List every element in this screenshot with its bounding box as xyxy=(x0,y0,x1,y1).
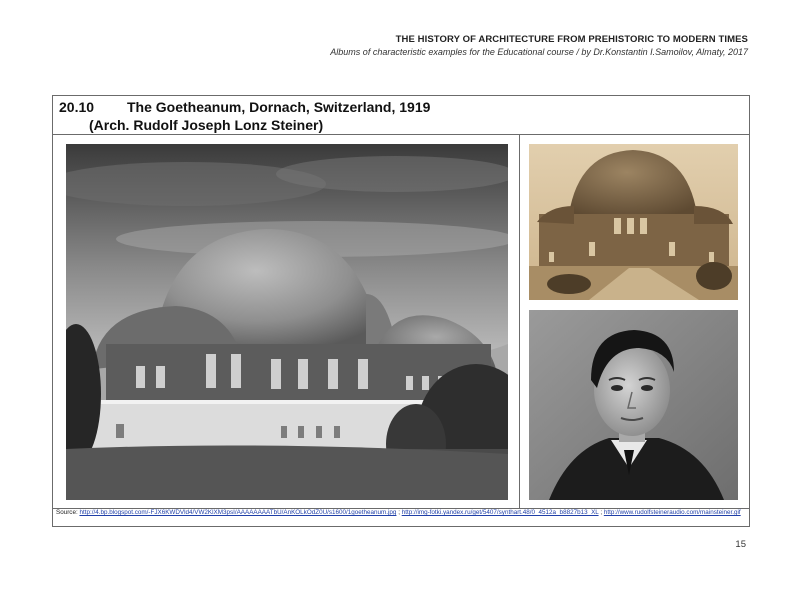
page-number: 15 xyxy=(735,539,746,550)
slide-frame xyxy=(52,95,750,527)
title-divider xyxy=(53,134,749,135)
source-link-2[interactable]: http://img-fotki.yandex.ru/get/5407/synthart.48/0_4512a_b8827b13_XL xyxy=(401,509,599,516)
steiner-portrait-photo xyxy=(529,310,738,500)
source-link-1[interactable]: http://4.bp.blogspot.com/-FJX6KWDVld4/VW2KlXM3psI/AAAAAAAATbU/AnKOLkOdZ0U/s1600/1goetheanum.jpg xyxy=(79,509,397,516)
slide-title-block xyxy=(59,98,430,134)
goetheanum-sepia-photo xyxy=(529,144,738,300)
source-label: Source: xyxy=(56,509,78,516)
slide-title: The Goetheanum, Dornach, Switzerland, 1919 xyxy=(127,99,431,115)
document-header xyxy=(330,34,748,57)
source-citation xyxy=(56,509,746,518)
column-divider xyxy=(519,134,520,508)
slide-number: 20.10 xyxy=(59,99,95,115)
goetheanum-main-photo xyxy=(66,144,508,500)
source-separator-1: ; xyxy=(398,509,400,516)
source-separator-2: ; xyxy=(600,509,603,516)
slide-architect: (Arch. Rudolf Joseph Lonz Steiner) xyxy=(89,117,324,133)
series-title: THE HISTORY OF ARCHITECTURE FROM PREHISTORIC TO MODERN TIMES xyxy=(395,34,748,45)
series-subtitle: Albums of characteristic examples for the Educational course / by Dr.Konstantin I.Samoilov, Almaty, 2017 xyxy=(330,47,748,57)
source-link-3[interactable]: http://www.rudolfsteineraudio.com/mainsteiner.gif xyxy=(603,509,741,516)
